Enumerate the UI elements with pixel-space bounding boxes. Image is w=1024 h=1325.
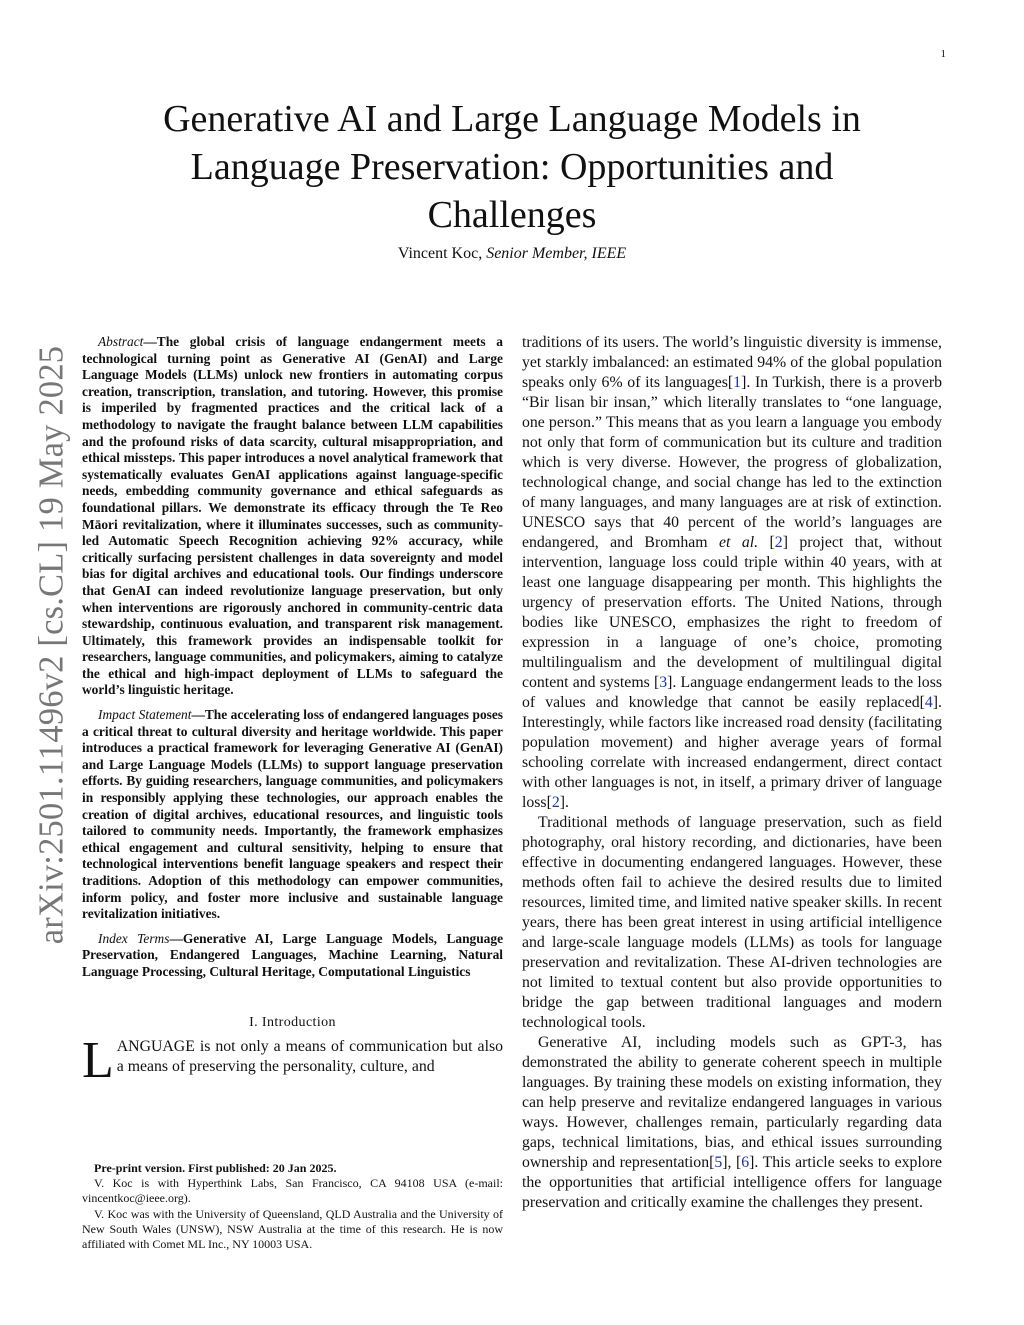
citation-link[interactable]: 6 [741,1154,750,1171]
abstract-lead: Abstract [98,334,144,349]
index-terms [82,931,503,981]
arxiv-stamp: arXiv:2501.11496v2 [cs.CL] 19 May 2025 [32,345,71,945]
section-heading-introduction: I. Introduction [249,1014,336,1030]
footnote-affiliation-2: V. Koc was with the University of Queensland, QLD Australia and the University of New South Wales (UNSW), NSW Australia at the time of this research. He is now affiliated with Comet ML Inc., NY 10003 USA. [82,1206,503,1252]
footnote-affiliation-1: V. Koc is with Hyperthink Labs, San Francisco, CA 94108 USA (e-mail: vincentkoc@ieee.org). [82,1176,503,1206]
citation-link[interactable]: 1 [733,374,742,391]
text-run: ] project that, without intervention, language loss could triple within 40 years, with at least one language disappearing per month. This highlights the urgency of preservation efforts. The United Nations, through bodies like UNESCO, emphasizes the right to freedom of expression in a language of one’s choice, promoting multilingualism and the development of multilingual digital content and systems [ [522,534,942,691]
citation-link[interactable]: 4 [924,694,933,711]
intro-paragraph [82,1031,503,1089]
abstract [82,334,503,699]
index-terms-lead: Index Terms [98,930,170,946]
text-run: ]. Language endangerment leads to the loss of values and knowledge that cannot be easily replaced[ [522,674,942,711]
right-column [522,333,942,1213]
page-number: 1 [940,48,946,60]
text-run: ]. This article seeks to explore the opportunities that artificial intelligence offers for language preservation and critically examine the challenges they present. [522,1154,942,1211]
text-run: traditions of its users. The world’s linguistic diversity is immense, yet starkly imbalanced: an estimated 94% of the global population speaks only 6% of its languages[ [522,334,942,391]
index-terms-text: Generative AI, Large Language Models, Language Preservation, Endangered Languages, Machine Learning, Natural Language Processing, Cultural Heritage, Computational Linguistics [82,930,504,979]
impact-dash: — [191,707,205,723]
left-column [82,334,504,1089]
abstract-dash: — [143,334,157,349]
text-run: ]. Interestingly, while factors like increased road density (facilitating population movement) and higher average years of formal schooling correlate with increased endangerment, direct contact with other languages is not, in itself, a primary driver of language loss[ [522,694,942,811]
text-run: Generative AI, including models such as GPT-3, has demonstrated the ability to generate coherent speech in multiple languages. By training these models on existing information, they can help preserve and revitalize endangered languages in various ways. However, challenges remain, particularly regarding data gaps, technical limitations, bias, and ethical issues surrounding ownership and representation[ [522,1034,942,1171]
author-name: Vincent Koc, [397,245,487,262]
impact-statement [82,707,503,923]
citation-link[interactable]: 5 [714,1154,723,1171]
impact-lead: Impact Statement [98,707,192,723]
text-run: ], [ [722,1154,742,1171]
footnote-preprint: Pre-print version. First published: 20 Jan 2025. [94,1161,337,1175]
text-run: [ [758,534,775,551]
citation-link[interactable]: 2 [774,534,783,551]
impact-text: The accelerating loss of endangered languages poses a critical threat to cultural diversity and heritage worldwide. This paper introduces a practical framework for leveraging Generative AI (GenAI) and Large Language Models (LLMs) to support language preservation efforts. By guiding researchers, language communities, and policymakers in responsibly applying these technologies, our approach enables the creation of digital archives, educational resources, and linguistic tools tailored to community needs. Importantly, the framework emphasizes ethical engagement and cultural sensitivity, helping to ensure that technological interventions benefit language speakers and respect their traditions. Adoption of this methodology can empower communities, inform policy, and foster more inclusive and sustainable language revitalization initiatives. [82,707,503,922]
abstract-text: The global crisis of language endangerment meets a technological turning point as Generative AI (GenAI) and Large Language Models (LLMs) unlock new frontiers in automating corpus creation, transcription, translation, and tutoring. However, this promise is imperiled by fragmented practices and the critical lack of a methodology to navigate the fraught balance between LLM capabilities and the profound risks of data scarcity, cultural misappropriation, and ethical missteps. This paper introduces a novel analytical framework that systematically evaluates GenAI applications against language-specific needs, embedding community governance and ethical safeguards as foundational pillars. We demonstrate its efficacy through the Te Reo Māori revitalization, where it illuminates successes, such as community-led Automatic Speech Recognition achieving 92% accuracy, while critically surfacing persistent challenges in data sovereignty and model bias for digital archives and educational tools. Our findings underscore that GenAI can indeed revolutionize language preservation, but only when interventions are rigorously anchored in community-centric data stewardship, continuous evaluation, and transparent risk management. Ultimately, this framework provides an indispensable toolkit for researchers, language communities, and policymakers, aiming to catalyze the ethical and high-impact deployment of LLMs to safeguard the world’s linguistic heritage. [82,334,503,698]
intro-text: ANGUAGE is not only a means of communication but also a means of preserving the personality, culture, and [116,1037,503,1075]
footnotes [82,1161,503,1252]
text-run: ]. In Turkish, there is a proverb “Bir lisan bir insan,” which literally translates to “one language, one person.” This means that as you learn a language you embody not only that form of communication but its culture and tradition which is very diverse. However, the progress of globalization, technological change, and social change has led to the extinction of many languages, and many languages are at risk of extinction. UNESCO says that 40 percent of the world’s languages are endangered, and Bromham [522,374,942,551]
author-line [0,245,1024,263]
index-terms-dash: — [169,930,183,946]
drop-cap: L [82,1031,114,1089]
citation-link[interactable]: 3 [659,674,668,691]
citation-link[interactable]: 2 [551,794,560,811]
body-paragraph-3 [522,1033,942,1213]
author-role: Senior Member, IEEE [486,245,627,262]
body-paragraph-1 [522,333,942,813]
paper-title: Generative AI and Large Language Models in Language Preservation: Opportunities and Challenges [163,98,861,236]
body-paragraph-2: Traditional methods of language preservation, such as field photography, oral history recording, and dictionaries, have been effective in documenting endangered languages. However, these methods often fail to achieve the desired results due to limited resources, limited time, and limited native speaker skills. In recent years, there has been great interest in using artificial intelligence and large-scale language models (LLMs) as tools for language preservation and revitalization. These AI-driven technologies are not limited to textual content but also provide opportunities to bridge the gap between traditional languages and modern technological tools. [522,814,942,1031]
text-run: ]. [559,794,569,811]
et-al: et al. [719,534,759,551]
